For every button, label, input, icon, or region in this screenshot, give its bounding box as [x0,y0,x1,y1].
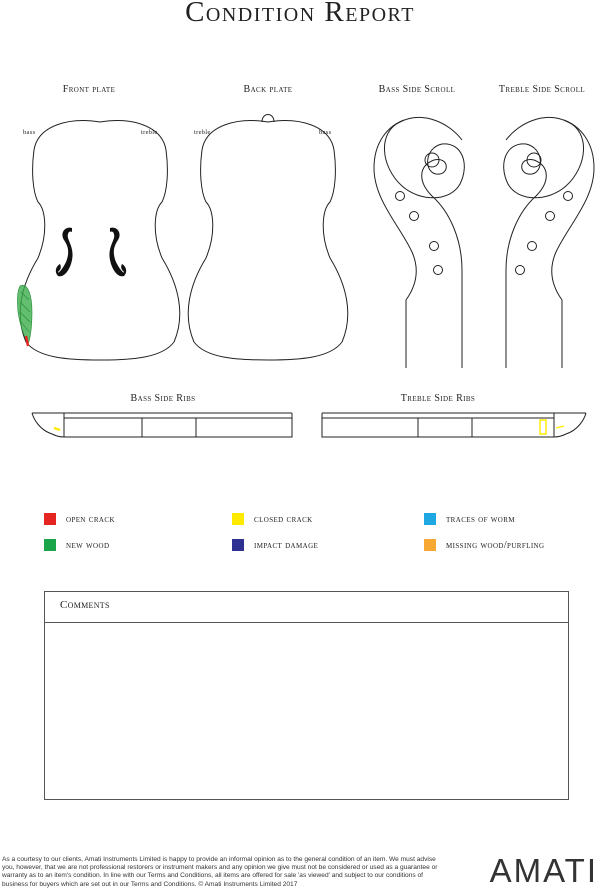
legend-swatch [232,513,244,525]
treble-scroll-label: Treble Side Scroll [498,84,586,95]
brand-logo: AMATI [489,852,598,889]
disclaimer-text: As a courtesy to our clients, Amati Instruments Limited is happy to provide an informal opinion as to the general condition of an item. We must advise you, however, that we are not professional restorers or instrument makers and any opinion we give must not be considered or used as a guarantee or warranty as to an item's condition. In line with our Terms and Conditions, all items are offered for sale 'as viewed' and subject to our conditions of business for buyers which are set out in our Terms and Conditions. © Amati Instruments Limited 2017 [2,856,438,888]
closed-crack-mark-treble [540,420,564,434]
legend-swatch [44,539,56,551]
front-treble-label: treble [141,129,158,136]
comments-label: Comments [45,592,568,623]
treble-ribs-drawing [322,413,586,437]
bass-scroll-label: Bass Side Scroll [378,84,456,95]
back-bass-label: bass [319,129,332,136]
legend-open-crack: open crack [44,513,115,525]
f-hole-left [56,228,73,277]
legend-swatch [232,539,244,551]
treble-ribs-label: Treble Side Ribs [400,393,476,404]
bass-ribs-label: Bass Side Ribs [130,393,196,404]
legend-closed-crack: closed crack [232,513,313,525]
page-title: Condition Report [185,0,415,28]
legend-swatch [424,513,436,525]
bass-scroll-drawing [374,117,464,368]
front-plate-label: Front plate [62,84,116,95]
legend-new-wood: new wood [44,539,109,551]
comments-area[interactable] [45,623,568,800]
treble-scroll-drawing [504,117,594,368]
back-treble-label: treble [194,129,211,136]
legend-swatch [44,513,56,525]
legend-swatch [424,539,436,551]
back-plate-outline [188,115,348,361]
comments-box [44,591,569,800]
new-wood-mark [17,285,32,344]
bass-ribs-drawing [32,413,292,437]
front-plate-outline [17,121,179,360]
legend-traces-of-worm: traces of worm [424,513,515,525]
f-hole-right [109,228,126,277]
front-bass-label: bass [23,129,36,136]
legend-missing-wood: missing wood/purfling [424,539,544,551]
legend-impact-damage: impact damage [232,539,318,551]
back-plate-label: Back plate [243,84,293,95]
closed-crack-mark [54,428,60,430]
